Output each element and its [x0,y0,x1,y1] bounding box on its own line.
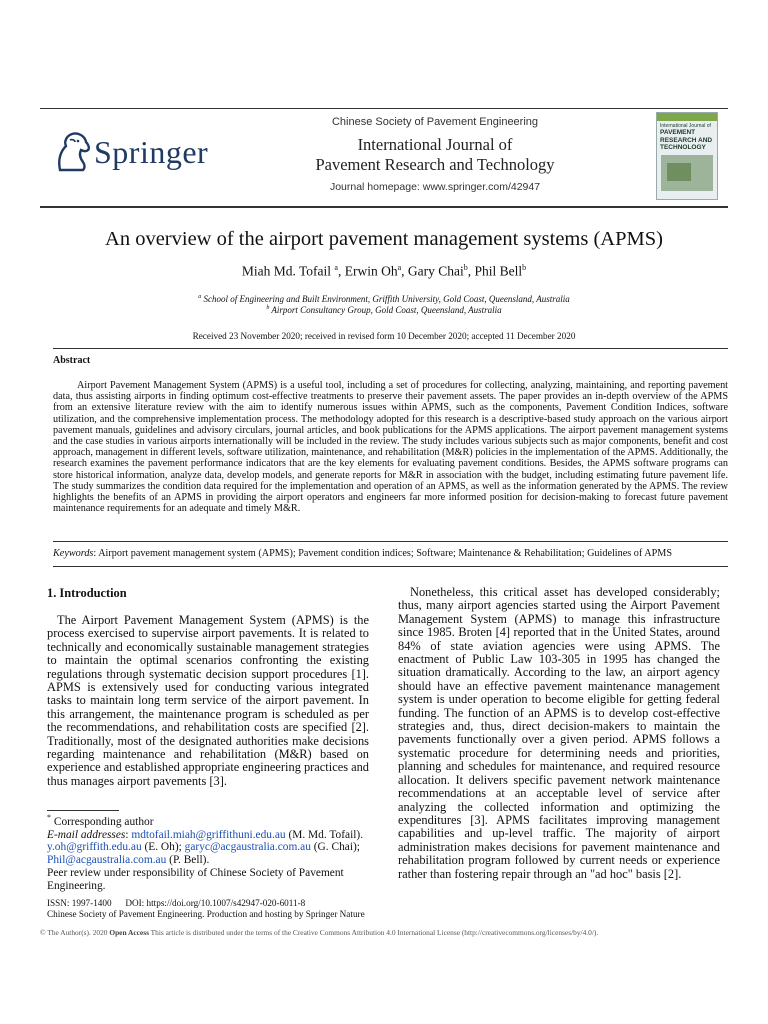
society-name: Chinese Society of Pavement Engineering [331,116,539,128]
author-name: Phil Bell [474,263,523,279]
footnote-rule [47,810,119,811]
author-separator: , [337,263,345,279]
introduction-paragraph-1: The Airport Pavement Management System (APMS) is the process exercised to supervise airport pavements. It is related to technically and economically sustainable management strategies to maintain the optimal scenarios confronting the existing regulations through systematic decision support procedures [1]. APMS is extensively used for conducting various integrated tasks to maintain long term service of the airport pavement. In this arrangement, the maintenance program is scheduled as per the recommendations, and rehabilitation costs are specified [2]. Traditionally, most of the designated authorities make decisions regarding maintenance and rehabilitation (M&R) based on experience and established appropriate engineering practices and thus manages airport pavements [3]. [47,613,370,788]
author-separator: , [401,263,408,279]
affiliation-b: $^b$ Airport Consultancy Group, Gold Coast, Queensland, Australia [266,305,502,315]
publisher-line: Chinese Society of Pavement Engineering. Production and hosting by Springer Nature [47,909,365,919]
author-list [40,263,728,280]
author-name: Gary Chai [407,263,464,279]
author-affiliation-mark: a [397,263,402,272]
header-top-rule [40,108,728,109]
author-separator: , [467,263,475,279]
article-title: An overview of the airport pavement management systems (APMS) [105,228,663,250]
license-line: © The Author(s). 2020 Open Access This article is distributed under the terms of the Creative Commons Attribution 4.0 International License (http://creativecommons.org/licenses/by/4.0/). [40,928,599,937]
author-name: Erwin Oh [344,263,398,279]
peer-review-note: Peer review under responsibility of Chinese Society of Pavement Engineering. [47,866,344,892]
keywords-bottom-rule [53,566,728,567]
keywords-list: : Airport pavement management system (APMS); Pavement condition indices; Software; Maintenance & Rehabilitation; Guidelines of APMS [93,548,672,559]
journal-homepage: Journal homepage: www.springer.com/42947 [329,181,541,193]
author-affiliation-mark: b [522,263,527,272]
corresponding-author-note: * Corresponding author [47,813,154,828]
header-bottom-rule [40,206,728,208]
section-heading-introduction: 1. Introduction [47,586,127,600]
journal-name-line2: Pavement Research and Technology [315,155,555,174]
email-label: E-mail addresses [47,828,126,841]
affiliation-a: $^a$ School of Engineering and Built Environment, Griffith University, Gold Coast, Queensland, Australia [198,294,570,304]
journal-name-line1: International Journal of [357,135,513,154]
email-addresses: E-mail addresses: mdtofail.miah@griffithuni.edu.au (M. Md. Tofail). y.oh@griffith.edu.au (E. Oh); garyc@acgaustralia.com.au (G. Chai); Phil@acgaustralia.com.au (P. Bell). [47,828,364,867]
keywords [53,548,743,559]
email-link-oh[interactable]: y.oh@griffith.edu.au [47,841,142,854]
keywords-top-rule [53,541,728,542]
email-link-tofail[interactable]: mdtofail.miah@griffithuni.edu.au [131,828,286,841]
open-access-label: Open Access [109,928,149,937]
issn-doi-line: ISSN: 1997-1400 DOI: https://doi.org/10.1007/s42947-020-6011-8 [47,898,306,908]
email-link-bell[interactable]: Phil@acgaustralia.com.au [47,854,167,867]
footnote-block [47,812,377,893]
springer-horse-icon [52,130,94,174]
abstract-text: Airport Pavement Management System (APMS) is a useful tool, including a set of procedures for collecting, analyzing, maintaining, and reporting pavement data, thus assisting airports in finding optimum cost-effective treatments to preserve their pavement assets. The paper provides an in-depth overview of the APMS from an extensive literature review with the aim to identify numerous issues within APMS, such as the components, Pavement Condition Indices, software utilization, and the comprehensive implementation process. The methodology adopted for this research is a descriptive-based study approach on the various airport pavement manuals, guidelines and advisory circulars, journal articles, and book publications for the APMS applications. The airport pavement management systems and the case studies in various airports internationally will be included in the review. The study includes various subjects such as major components, benefit and cost approach, management in different levels, software utilization, maintenance, and rehabilitation (M&R) policies in the implementation of the APMS. Additionally, the research examines the pavement performance indicators that are the key elements for evaluating pavement conditions. Besides, the APMS software programs can store historical information, analyze data, develop models, and generate reports for M&R in association with the budget, including estimating future pavement life. The study summarizes the condition data required for the implementation and operation of an APMS, as well as the information generated by the APMS. The review highlights the benefits of an APMS in providing the airport operators and engineers far more informed position for decision-making to forecast future pavement maintenance requirements for an adequate and timely M&R. [53,380,728,515]
author-affiliation-mark: a [334,263,338,272]
cover-title: International Journal of PAVEMENT RESEARCH AND TECHNOLOGY [660,123,713,151]
springer-wordmark: Springer [94,134,209,170]
email-link-chai[interactable]: garyc@acgaustralia.com.au [184,841,311,854]
author-name: Miah Md. Tofail [241,263,332,279]
keywords-label: Keywords [53,548,94,559]
abstract-top-rule [53,348,728,349]
author-affiliation-mark: b [463,263,468,272]
introduction-paragraph-2: Nonetheless, this critical asset has developed considerably; thus, many airport agencies started using the Airport Pavement Management System (APMS) to manage this infrastructure since 1985. Broten [4] reported that in the United States, around 84% of state aviation agencies were using APMS. The enactment of Public Law 103-305 in 1995 has changed the situation dramatically. According to the law, an airport agency should have an effective pavement maintenance management system is under operation to become eligible for getting federal funding. The function of an APMS is to develop cost-effective strategies and, thus, direct decision-makers to maintain the pavements functionally over a given period. APMS follows a systematic procedure for determining needs and priorities, planning and schedules for maintenance, and required resource allocation. It delivers specific pavement network maintenance recommendations at an acceptable level of service after analyzing the collected information and optimizing the expenditures [3]. APMS facilitates improving management capabilities and up-level traffic. The majority of airport administration makes decisions for pavement maintenance and rehabilitation program followed by current needs or experience rather than fostering repair through an "ad hoc" basis [2]. [398,585,720,881]
journal-cover-thumbnail [656,112,718,200]
abstract-heading: Abstract [53,355,91,366]
received-dates: Received 23 November 2020; received in revised form 10 December 2020; accepted 11 December 2020 [192,331,576,341]
